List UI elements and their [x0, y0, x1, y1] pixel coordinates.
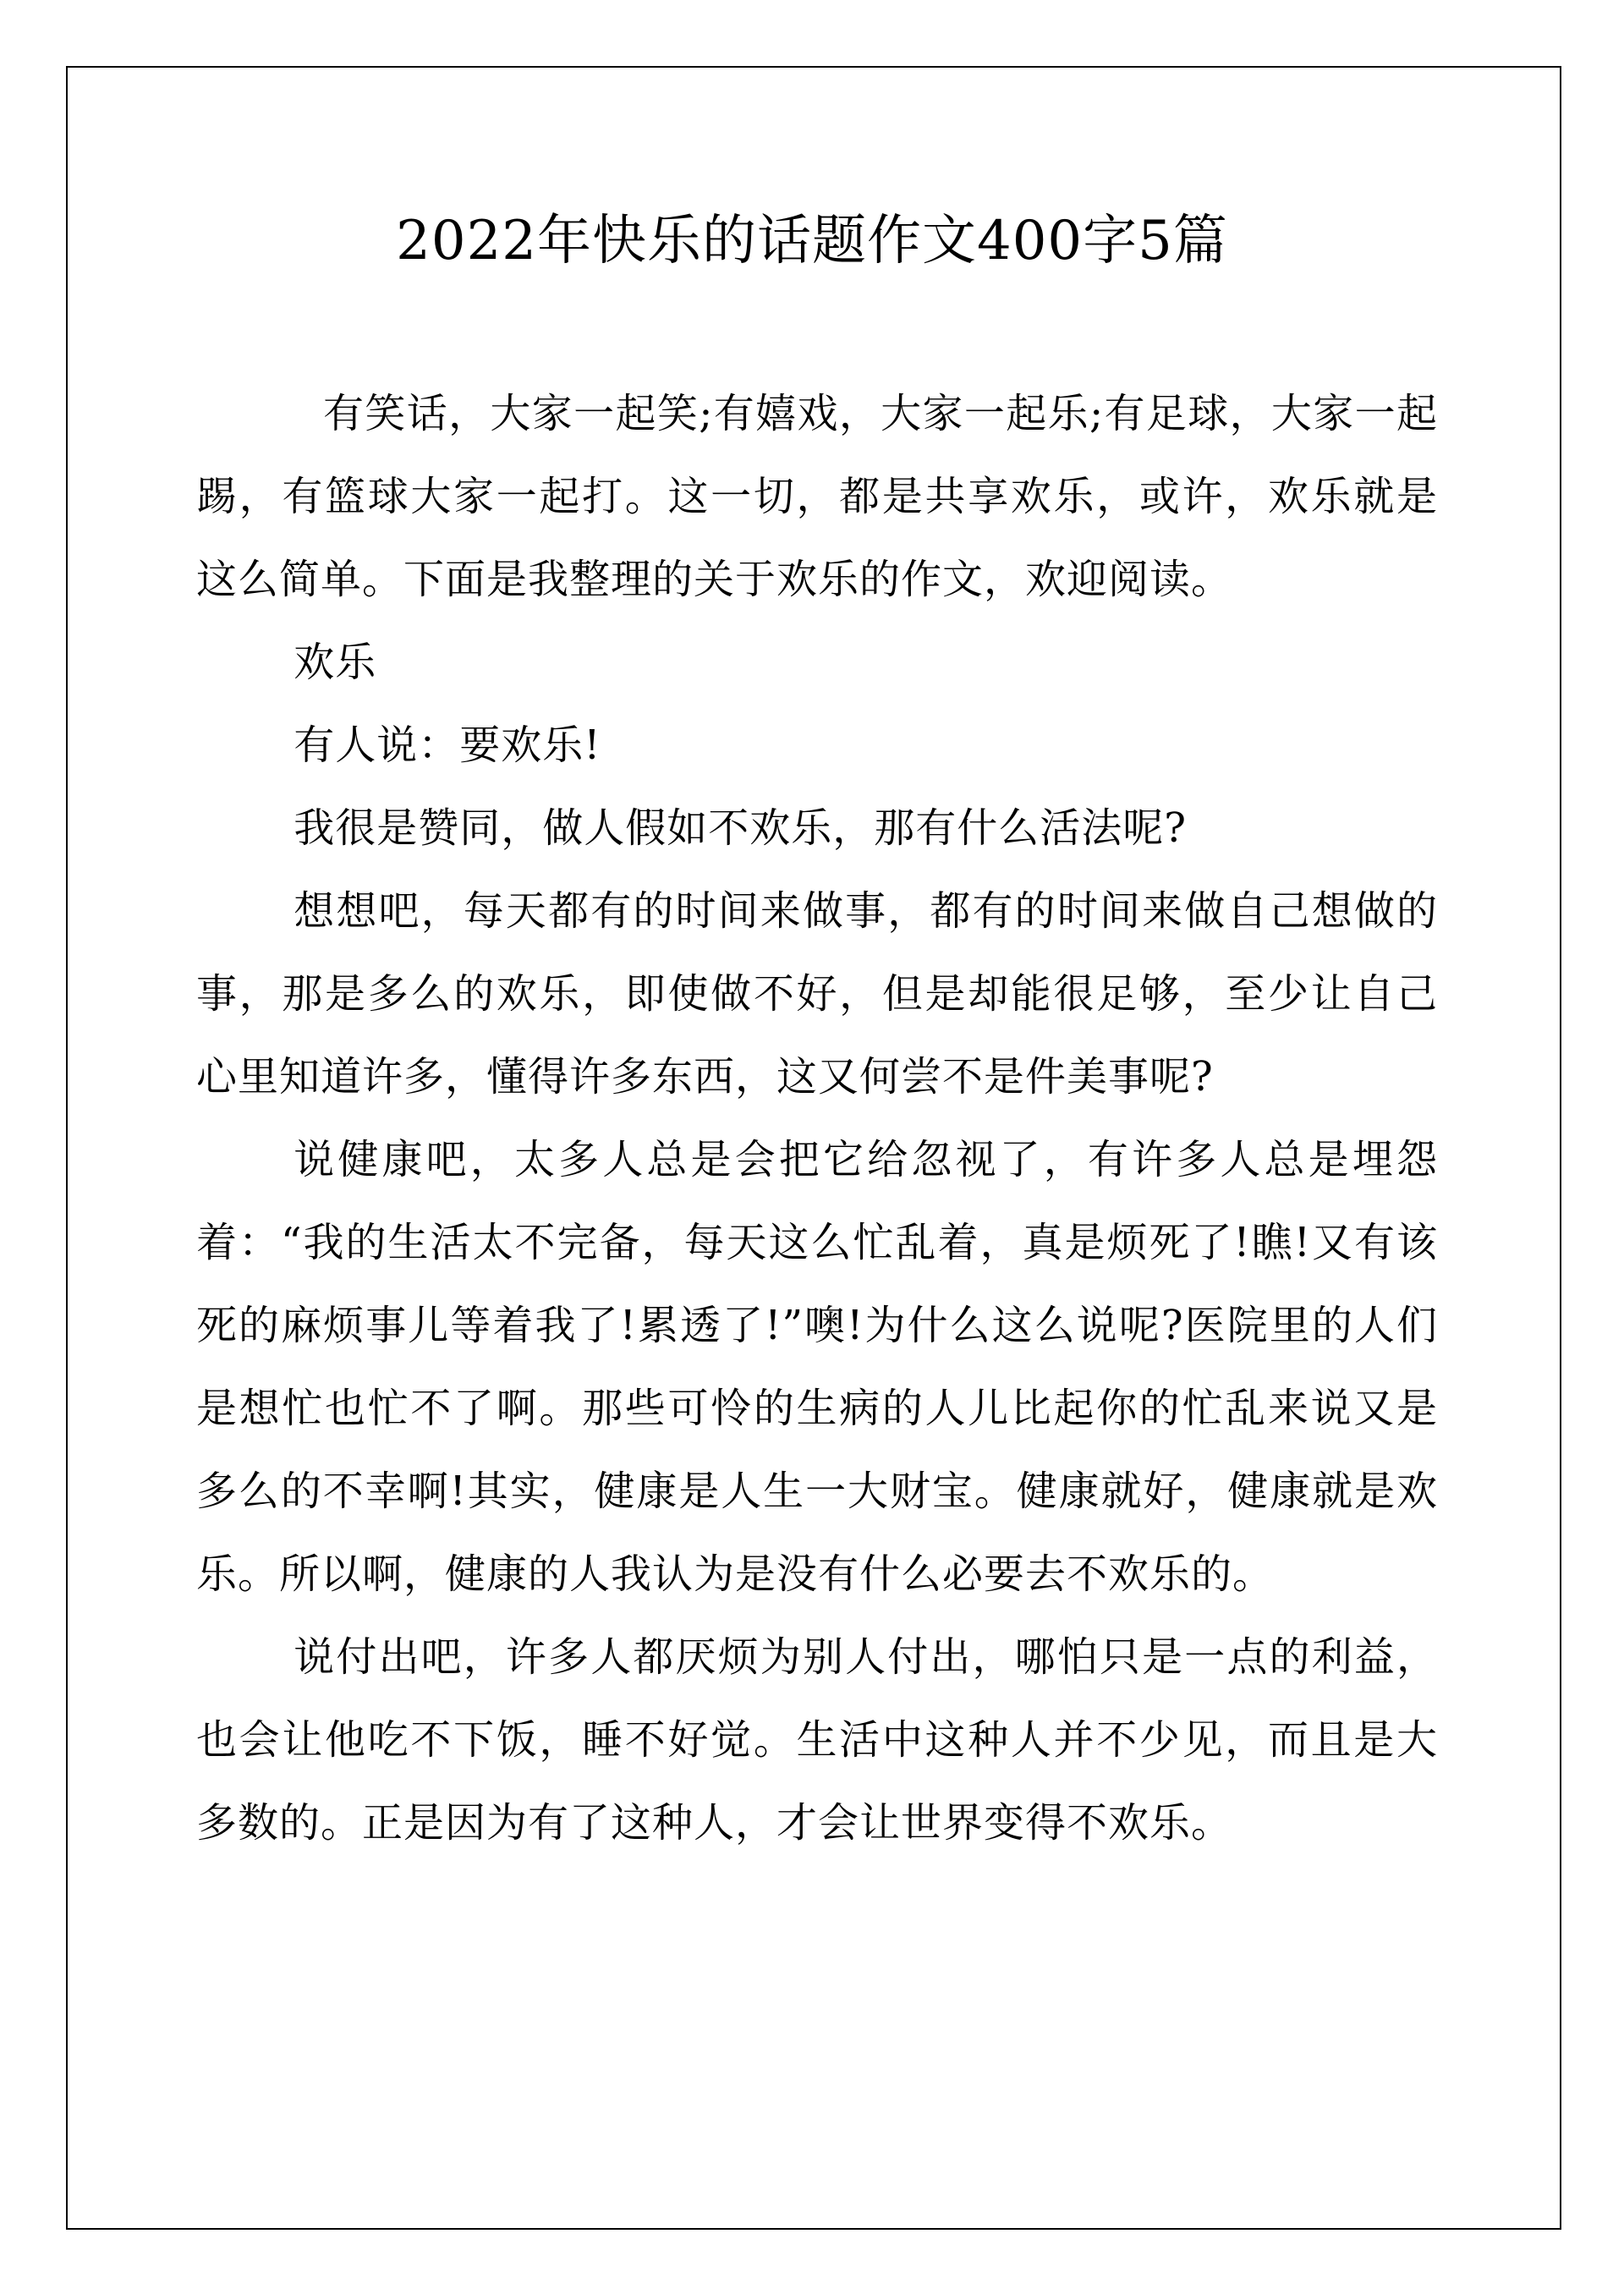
- body-paragraph: 想想吧，每天都有的时间来做事，都有的时间来做自己想做的事，那是多么的欢乐，即使做不好，但是却能很足够，至少让自己心里知道许多，懂得许多东西，这又何尝不是件美事呢?: [196, 887, 1438, 1100]
- document-title: 2022年快乐的话题作文400字5篇: [396, 210, 1228, 272]
- body-paragraph: 说付出吧，许多人都厌烦为别人付出，哪怕只是一点的利益，也会让他吃不下饭，睡不好觉。生活中这种人并不少见，而且是大多数的。正是因为有了这种人，才会让世界变得不欢乐。: [196, 1633, 1438, 1847]
- body-paragraph: 有人说：要欢乐!: [294, 722, 601, 769]
- intro-paragraph: 有笑话，大家一起笑;有嬉戏，大家一起乐;有足球，大家一起踢，有篮球大家一起打。这一切，都是共享欢乐，或许，欢乐就是这么简单。下面是我整理的关于欢乐的作文，欢迎阅读。: [196, 390, 1438, 603]
- essay-heading: 欢乐: [294, 639, 377, 686]
- body-paragraph: 说健康吧，太多人总是会把它给忽视了，有许多人总是埋怨着：“我的生活太不完备，每天这么忙乱着，真是烦死了!瞧!又有该死的麻烦事儿等着我了!累透了!”噢!为什么这么说呢?医院里的人们是想忙也忙不了啊。那些可怜的生病的人儿比起你的忙乱来说又是多么的不幸啊!其实，健康是人生一大财宝。健康就好，健康就是欢乐。所以啊，健康的人我认为是没有什么必要去不欢乐的。: [196, 1136, 1438, 1598]
- document-body: [196, 372, 1438, 1864]
- body-paragraph: 我很是赞同，做人假如不欢乐，那有什么活法呢?: [294, 804, 1187, 852]
